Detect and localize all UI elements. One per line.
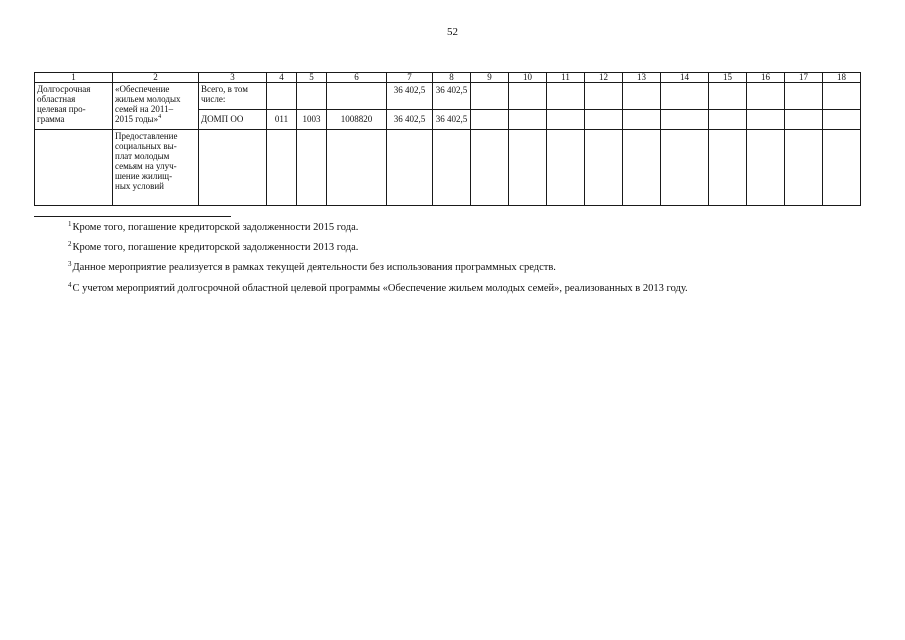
column-number: 12	[585, 73, 623, 83]
measure-line: плат молодым	[115, 151, 170, 162]
column-number: 15	[709, 73, 747, 83]
footnote-1	[68, 222, 358, 233]
footnote-2	[68, 242, 358, 253]
column-number: 16	[747, 73, 785, 83]
measure-line: социальных вы-	[115, 141, 177, 152]
footnote-text: Данное мероприятие реализуется в рамках текущей деятельности без использования программных средств.	[72, 262, 556, 273]
column-number-row	[35, 73, 861, 83]
column-number: 11	[547, 73, 585, 83]
column-number: 3	[199, 73, 267, 83]
program-title-line: «Обеспечение	[115, 84, 170, 94]
total-col7-value: 36 402,5	[387, 83, 433, 110]
program-title-cell	[113, 83, 199, 130]
footnote-mark: 1	[68, 220, 72, 228]
program-type-line: областная	[37, 94, 76, 105]
domp-col7-value: 36 402,5	[387, 110, 433, 130]
column-number: 17	[785, 73, 823, 83]
program-type-line: целевая про-	[37, 104, 86, 115]
program-title-line: семей на 2011–	[115, 104, 174, 115]
domp-col8-value: 36 402,5	[433, 110, 471, 130]
column-number: 1	[35, 73, 113, 83]
domp-col6-value: 1008820	[327, 110, 387, 130]
page-number: 52	[447, 26, 458, 38]
measure-line: шение жилищ-	[115, 171, 173, 182]
footnote-mark: 2	[68, 240, 72, 248]
column-number: 5	[297, 73, 327, 83]
total-label-cell	[199, 83, 267, 110]
total-row	[35, 83, 861, 110]
column-number: 7	[387, 73, 433, 83]
footnote-separator	[34, 216, 231, 217]
column-number: 6	[327, 73, 387, 83]
footnote-mark: 4	[68, 281, 72, 289]
measure-row	[35, 130, 861, 206]
footnote-mark: 3	[68, 260, 72, 268]
column-number: 8	[433, 73, 471, 83]
column-number: 14	[661, 73, 709, 83]
footnote-text: Кроме того, погашение кредиторской задолженности 2013 года.	[72, 242, 359, 253]
measure-line: ных условий	[115, 181, 164, 192]
column-number: 13	[623, 73, 661, 83]
footnote-text: Кроме того, погашение кредиторской задолженности 2015 года.	[72, 222, 359, 233]
column-number: 9	[471, 73, 509, 83]
column-number: 10	[509, 73, 547, 83]
footnote-4	[68, 283, 688, 294]
total-col8-value: 36 402,5	[433, 83, 471, 110]
program-title-line: жильем молодых	[115, 94, 181, 105]
footnote-ref-4: 4	[158, 114, 162, 121]
program-type-line: Долгосрочная	[37, 84, 91, 94]
column-number: 2	[113, 73, 199, 83]
footnote-3	[68, 262, 556, 273]
budget-table	[34, 72, 861, 206]
domp-col5-value: 1003	[297, 110, 327, 130]
column-number: 18	[823, 73, 861, 83]
total-label-line: Всего, в том	[201, 84, 248, 94]
program-title-line: 2015 годы»$^4$	[115, 114, 162, 125]
measure-cell	[113, 130, 199, 206]
measure-line: Предоставление	[115, 131, 178, 141]
total-label-line: числе:	[201, 94, 226, 105]
footnote-text: С учетом мероприятий долгосрочной областной целевой программы «Обеспечение жильем молодых семей», реализованных в 2013 году.	[72, 283, 688, 294]
measure-line: семьям на улуч-	[115, 161, 177, 172]
executor-cell: ДОМП ОО	[199, 110, 267, 130]
program-type-cell	[35, 83, 113, 130]
column-number: 4	[267, 73, 297, 83]
program-type-line: грамма	[37, 114, 65, 125]
domp-col4-value: 011	[267, 110, 297, 130]
